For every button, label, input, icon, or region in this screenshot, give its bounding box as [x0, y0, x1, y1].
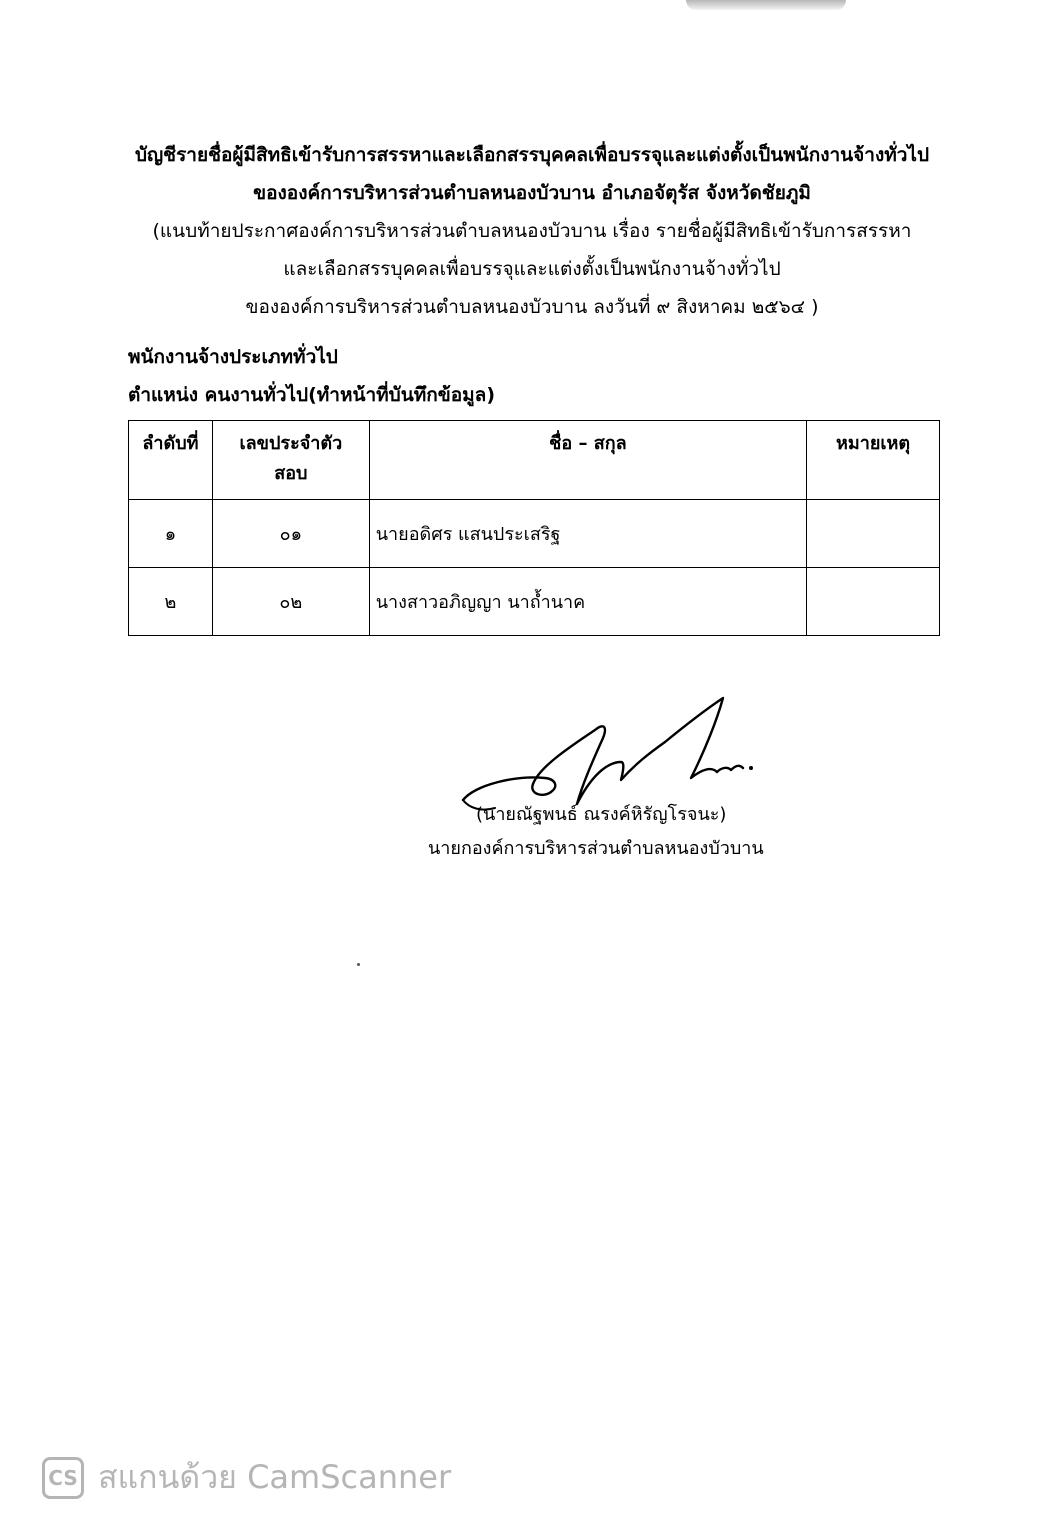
- title-line-2: ขององค์การบริหารส่วนตำบลหนองบัวบาน อำเภอจัตุรัส จังหวัดชัยภูมิ: [253, 182, 811, 204]
- col-header-exam-id-line2: สอบ: [274, 463, 308, 484]
- subtitle-line-2: และเลือกสรรบุคคลเพื่อบรรจุและแต่งตั้งเป็นพนักงานจ้างทั่วไป: [283, 258, 781, 280]
- col-header-no: ลำดับที่: [129, 421, 213, 500]
- table-row: [129, 568, 940, 636]
- employee-type: พนักงานจ้างประเภททั่วไป: [128, 346, 338, 368]
- col-header-exam-id: [212, 421, 369, 500]
- cell-name: นางสาวอภิญญา นาถ้ำนาค: [369, 568, 806, 636]
- cell-no: ๑: [129, 500, 213, 568]
- signer-title: นายกองค์การบริหารส่วนตำบลหนองบัวบาน: [428, 838, 764, 859]
- cell-exam-id: ๐๑: [212, 500, 369, 568]
- cell-note: [807, 500, 940, 568]
- signer-name: (นายณัฐพนธ์ ณรงค์หิรัญโรจนะ): [476, 804, 727, 825]
- scan-speck: [357, 963, 360, 966]
- title-line-1: บัญชีรายชื่อผู้มีสิทธิเข้ารับการสรรหาและเลือกสรรบุคคลเพื่อบรรจุและแต่งตั้งเป็นพนักงานจ้างทั่วไป: [134, 144, 930, 166]
- position-title: ตำแหน่ง คนงานทั่วไป(ทำหน้าที่บันทึกข้อมูล): [128, 384, 496, 406]
- camscanner-watermark: [42, 1452, 451, 1503]
- cell-note: [807, 568, 940, 636]
- watermark-text: สแกนด้วย CamScanner: [98, 1458, 452, 1496]
- col-header-exam-id-line1: เลขประจำตัว: [239, 433, 343, 454]
- candidate-table: [128, 420, 940, 636]
- subtitle-line-3: ขององค์การบริหารส่วนตำบลหนองบัวบาน ลงวันที่ ๙ สิงหาคม ๒๕๖๔ ): [245, 296, 819, 318]
- camscanner-logo: CS: [42, 1457, 84, 1499]
- subtitle-line-1: (แนบท้ายประกาศองค์การบริหารส่วนตำบลหนองบัวบาน เรื่อง รายชื่อผู้มีสิทธิเข้ารับการสรรหา: [152, 220, 912, 242]
- col-header-note: หมายเหตุ: [807, 421, 940, 500]
- table-header-row: [129, 421, 940, 500]
- cell-exam-id: ๐๒: [212, 568, 369, 636]
- category-block: [128, 338, 495, 414]
- cell-name: นายอดิศร แสนประเสริฐ: [369, 500, 806, 568]
- document-header: [0, 136, 1064, 326]
- table-row: [129, 500, 940, 568]
- scan-edge-shadow: [686, 0, 846, 10]
- col-header-name: ชื่อ – สกุล: [369, 421, 806, 500]
- cell-no: ๒: [129, 568, 213, 636]
